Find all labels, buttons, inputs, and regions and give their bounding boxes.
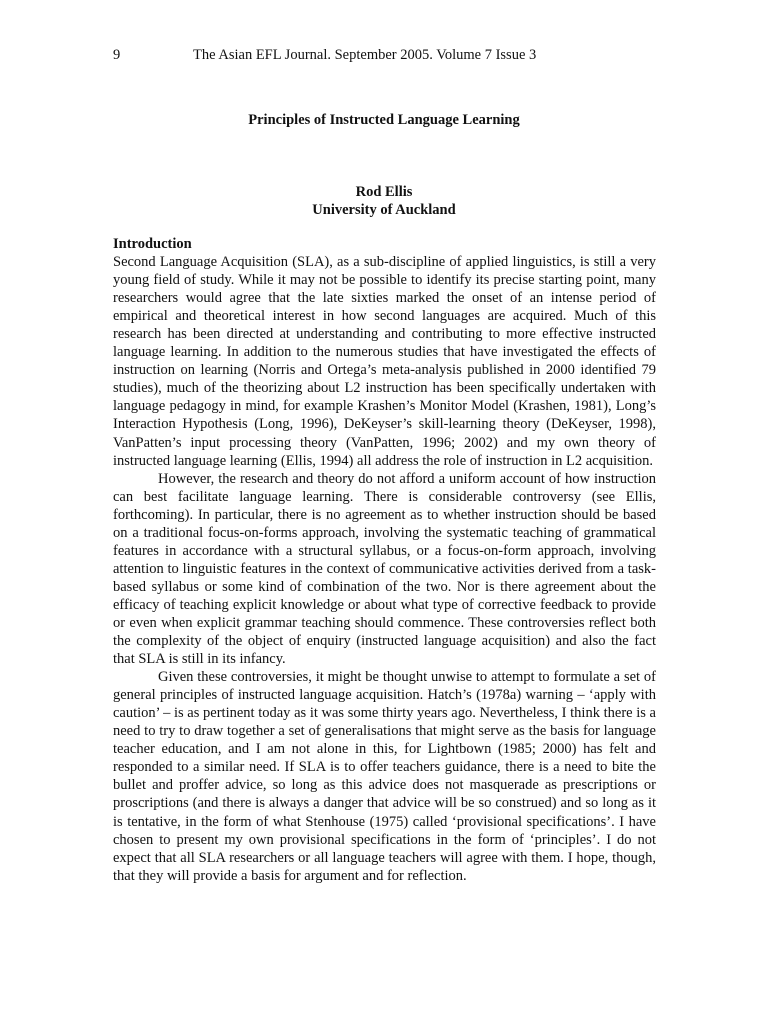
- body-paragraph: However, the research and theory do not afford a uniform account of how instruction can best facilitate language learning. There is considerable controversy (see Ellis, forthcoming). In particular, there is no agreement as to whether instruction should be based on a traditional focus-on-forms approach, involving the systematic teaching of grammatical features in accordance with a structural syllabus, or a focus-on-form approach, involving attention to linguistic features in the context of communicative activities derived from a task-based syllabus or some kind of combination of the two. Nor is there agreement about the efficacy of teaching explicit knowledge or about what type of corrective feedback to provide or even when explicit grammar teaching should commence. These controversies reflect both the complexity of the object of enquiry (instructed language acquisition) and also the fact that SLA is still in its infancy.: [113, 470, 656, 668]
- journal-info: The Asian EFL Journal. September 2005. Volume 7 Issue 3: [193, 47, 537, 63]
- author-name: Rod Ellis: [355, 184, 413, 200]
- page-number: 9: [113, 47, 121, 63]
- article-title: Principles of Instructed Language Learning: [248, 112, 520, 128]
- author-block: [0, 183, 768, 219]
- body-paragraph: Second Language Acquisition (SLA), as a sub-discipline of applied linguistics, is still a very young field of study. While it may not be possible to identify its precise starting point, many researchers would agree that the late sixties marked the onset of an intense period of empirical and theoretical interest in how second languages are acquired. Much of this research has been directed at understanding and contributing to more effective instructed language learning. In addition to the numerous studies that have investigated the effects of instruction on learning (Norris and Ortega’s meta-analysis published in 2000 identified 79 studies), much of the theorizing about L2 instruction has been specifically undertaken with language pedagogy in mind, for example Krashen’s Monitor Model (Krashen, 1981), Long’s Interaction Hypothesis (Long, 1996), DeKeyser’s skill-learning theory (DeKeyser, 1998), VanPatten’s input processing theory (VanPatten, 1996; 2002) and my own theory of instructed language learning (Ellis, 1994) all address the role of instruction in L2 acquisition.: [113, 254, 656, 469]
- section-heading: Introduction: [113, 236, 192, 252]
- body-paragraph: Given these controversies, it might be thought unwise to attempt to formulate a set of general principles of instructed language acquisition. Hatch’s (1978a) warning – ‘apply with caution’ – is as pertinent today as it was some thirty years ago. Nevertheless, I think there is a need to try to draw together a set of generalisations that might serve as the basis for language teacher education, and I am not alone in this, for Lightbown (1985; 2000) has felt and responded to a similar need. If SLA is to offer teachers guidance, there is a need to bite the bullet and proffer advice, so long as this advice does not masquerade as prescriptions or proscriptions (and there is always a danger that advice will be so construed) and so long as it is tentative, in the form of what Stenhouse (1975) called ‘provisional specifications’. I have chosen to present my own provisional specifications in the form of ‘principles’. I do not expect that all SLA researchers or all language teachers will agree with them. I hope, though, that they will provide a basis for argument and for reflection.: [113, 669, 656, 884]
- article-body: [113, 235, 656, 885]
- author-affiliation: University of Auckland: [312, 202, 456, 218]
